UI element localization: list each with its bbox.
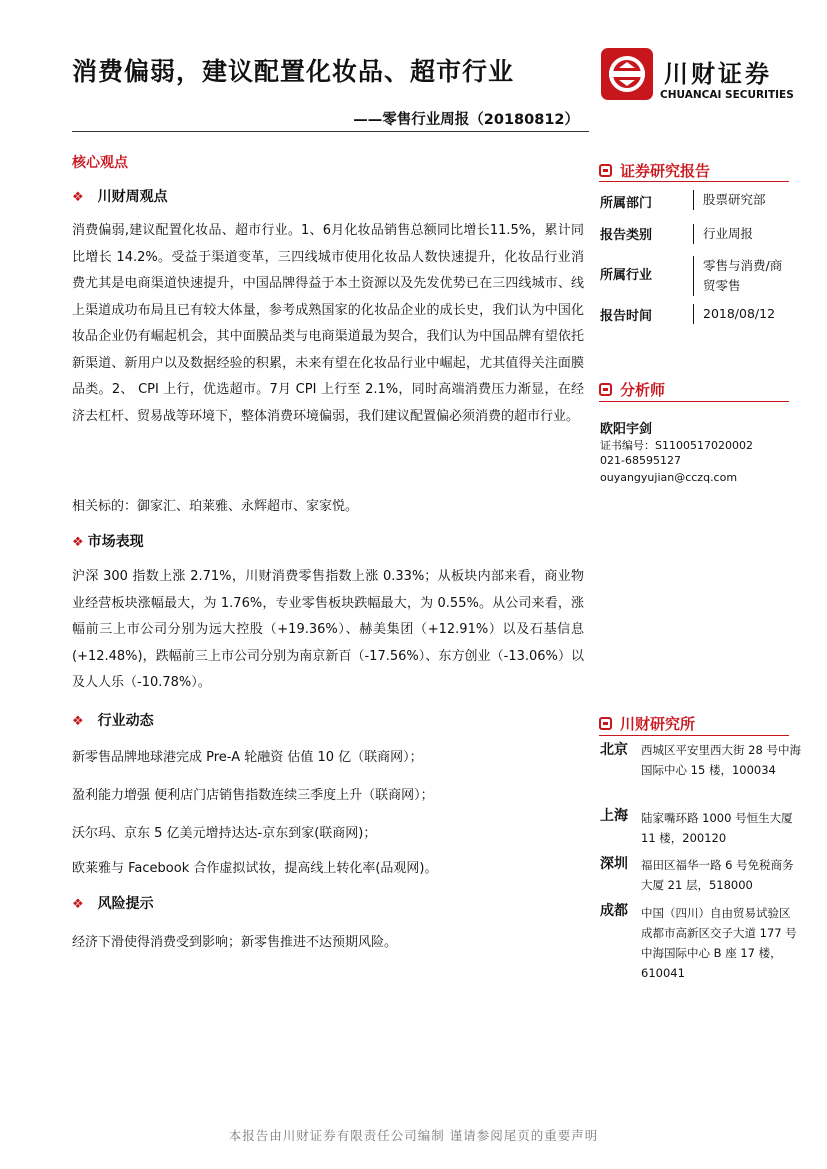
info-value-date: 2018/08/12 xyxy=(693,304,775,324)
office-city-shenzhen: 深圳 xyxy=(600,856,628,872)
company-logo-icon xyxy=(601,48,653,100)
footer-disclaimer: 本报告由川财证券有限责任公司编制 谨请参阅尾页的重要声明 xyxy=(228,1128,599,1143)
analyst-phone: 021-68595127 xyxy=(600,454,681,467)
office-city-beijing: 北京 xyxy=(600,742,628,758)
diamond-bullet-icon: ❖ xyxy=(72,190,84,205)
core-view-label: 核心观点 xyxy=(72,155,128,171)
section-heading-market: ❖ 市场表现 xyxy=(72,534,144,550)
office-address-chengdu: 中国（四川）自由贸易试验区成都市高新区交子大道 177 号中海国际中心 B 座 17 楼，610041 xyxy=(641,906,797,980)
info-label-date: 报告时间 xyxy=(600,309,653,324)
report-title: 消费偏弱，建议配置化妆品、超市行业 xyxy=(72,57,515,86)
office-city-shanghai: 上海 xyxy=(600,808,628,824)
office-city-chengdu: 成都 xyxy=(600,903,628,919)
info-label-category: 报告类别 xyxy=(600,228,653,243)
weekly-view-paragraph: 消费偏弱,建议配置化妆品、超市行业。1、6月化妆品销售总额同比增长11.5%，累计同比增长 14.2%。受益于渠道变革，三四线城市使用化妆品人数快速提升，化妆品行业消费尤其是电商渠道快速提升，中国品牌得益于本土资源以及先发优势已在三四线城市、线上渠道成功布局且已有较大体量，参考成熟国家的化妆品企业的成长史，我们认为中国化妆品企业仍有崛起机会，其中面膜品类与电商渠道最为契合，我们认为中国品牌有望依托新渠道、新用户以及数据经验的积累，未来有望在化妆品行业中崛起，尤其值得关注面膜品类。2、 CPI 上行，优选超市。7月 CPI 上行至 2.1%，同时高端消费压力渐显，在经济去杠杆、贸易战等环境下，整体消费环境偏弱，我们建议配置偏必须消费的超市行业。 xyxy=(72,223,584,424)
info-value-category: 行业周报 xyxy=(693,224,753,244)
info-label-industry: 所属行业 xyxy=(600,268,653,283)
diamond-bullet-icon: ❖ xyxy=(72,535,84,550)
info-value-industry: 零售与消费/商贸零售 xyxy=(693,256,793,296)
analyst-heading: 分析师 xyxy=(599,379,665,400)
office-address-shanghai: 陆家嘴环路 1000 号恒生大厦 11 楼，200120 xyxy=(641,811,793,845)
institute-heading: 川财研究所 xyxy=(599,713,695,734)
news-item: 沃尔玛、京东 5 亿美元增持达达-京东到家(联商网)； xyxy=(72,826,377,841)
institute-icon xyxy=(599,717,612,730)
analyst-name: 欧阳宇剑 xyxy=(600,422,653,437)
logo-text-cn: 川财证券 xyxy=(664,60,772,88)
analyst-icon xyxy=(599,383,612,396)
info-label-department: 所属部门 xyxy=(600,196,653,211)
sidebar-divider xyxy=(599,401,789,402)
report-subtitle: ——零售行业周报（20180812） xyxy=(353,112,579,128)
analyst-email[interactable]: ouyangyujian@cczq.com xyxy=(600,471,738,484)
diamond-bullet-icon: ❖ xyxy=(72,714,84,729)
office-address-shenzhen: 福田区福华一路 6 号免税商务大厦 21 层，518000 xyxy=(641,858,794,892)
section-heading-weekly-view: ❖ 川财周观点 xyxy=(72,189,168,205)
analyst-cert: 证书编号：S1100517020002 xyxy=(600,439,753,452)
related-stocks: 相关标的：御家汇、珀莱雅、永辉超市、家家悦。 xyxy=(72,499,359,514)
diamond-bullet-icon: ❖ xyxy=(72,897,84,912)
report-icon xyxy=(599,164,612,177)
news-item: 盈利能力增强 便利店门店销售指数连续三季度上升（联商网）； xyxy=(72,788,434,803)
header-divider xyxy=(72,131,589,132)
office-address-beijing: 西城区平安里西大街 28 号中海国际中心 15 楼，100034 xyxy=(641,743,801,777)
risk-paragraph: 经济下滑使得消费受到影响；新零售推进不达预期风险。 xyxy=(72,935,398,950)
market-paragraph: 沪深 300 指数上涨 2.71%，川财消费零售指数上涨 0.33%；从板块内部来看，商业物业经营板块涨幅最大，为 1.76%，专业零售板块跌幅最大，为 0.55%。从公司来看，涨幅前三上市公司分别为远大控股（+19.36%）、赫美集团（+12.91%）以及石基信息(+12.48%)，跌幅前三上市公司分别为南京新百（-17.56%）、东方创业（-13.06%）以及人人乐（-10.78%）。 xyxy=(72,569,584,690)
info-value-department: 股票研究部 xyxy=(693,190,766,210)
section-heading-risk: ❖ 风险提示 xyxy=(72,896,154,912)
sidebar-divider xyxy=(599,181,789,182)
securities-report-heading: 证券研究报告 xyxy=(599,160,710,181)
news-item: 欧莱雅与 Facebook 合作虚拟试妆，提高线上转化率(品观网)。 xyxy=(72,861,438,876)
news-item: 新零售品牌地球港完成 Pre-A 轮融资 估值 10 亿（联商网）； xyxy=(72,750,423,765)
section-heading-industry-news: ❖ 行业动态 xyxy=(72,713,154,729)
logo-text-en: CHUANCAI SECURITIES xyxy=(660,89,794,101)
sidebar-divider xyxy=(599,735,789,736)
